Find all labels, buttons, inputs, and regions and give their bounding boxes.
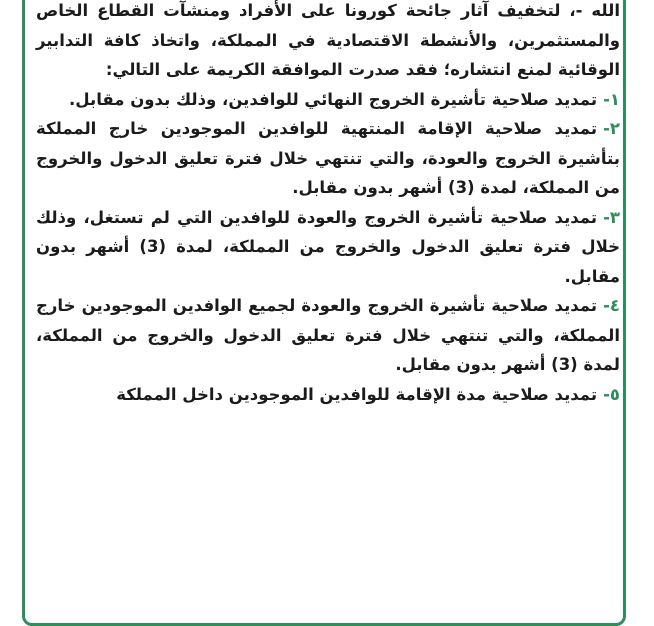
list-item-1 <box>36 85 620 115</box>
document-body <box>36 0 620 409</box>
item-text: تمديد صلاحية الإقامة المنتهية للوافدين الموجودين خارج المملكة بتأشيرة الخروج والعودة، والتي تنتهي خلال فترة تعليق الدخول والخروج من المملكة، لمدة (3) أشهر بدون مقابل. <box>36 119 620 197</box>
item-number: ١- <box>603 89 620 109</box>
list-item-2 <box>36 114 620 203</box>
list-item-3 <box>36 203 620 292</box>
item-text: تمديد صلاحية تأشيرة الخروج والعودة لجميع الوافدين الموجودين خارج المملكة، والتي تنتهي خلال فترة تعليق الدخول والخروج من المملكة، لمدة (3) أشهر بدون مقابل. <box>36 296 620 374</box>
item-number: ٤- <box>603 296 620 315</box>
list-item-4 <box>36 291 620 380</box>
item-text: تمديد صلاحية تأشيرة الخروج والعودة للوافدين التي لم تستغل، وذلك خلال فترة تعليق الدخول والخروج من المملكة، لمدة (3) أشهر بدون مقابل. <box>36 207 620 286</box>
item-number: ٢- <box>603 119 620 138</box>
item-number: ٣- <box>603 207 620 227</box>
item-text: تمديد صلاحية تأشيرة الخروج النهائي للوافدين، وذلك بدون مقابل. <box>69 89 598 109</box>
intro-paragraph: الله -، لتخفيف آثار جائحة كورونا على الأفراد ومنشآت القطاع الخاص والمستثمرين، والأنشطة الاقتصادية في المملكة، واتخاذ كافة التدابير الوقائية لمنع انتشاره؛ فقد صدرت الموافقة الكريمة على التالي: <box>36 1 620 79</box>
item-number: ٥- <box>603 384 620 404</box>
item-text: تمديد صلاحية مدة الإقامة للوافدين الموجودين داخل المملكة <box>116 384 598 404</box>
list-item-5 <box>36 380 620 410</box>
